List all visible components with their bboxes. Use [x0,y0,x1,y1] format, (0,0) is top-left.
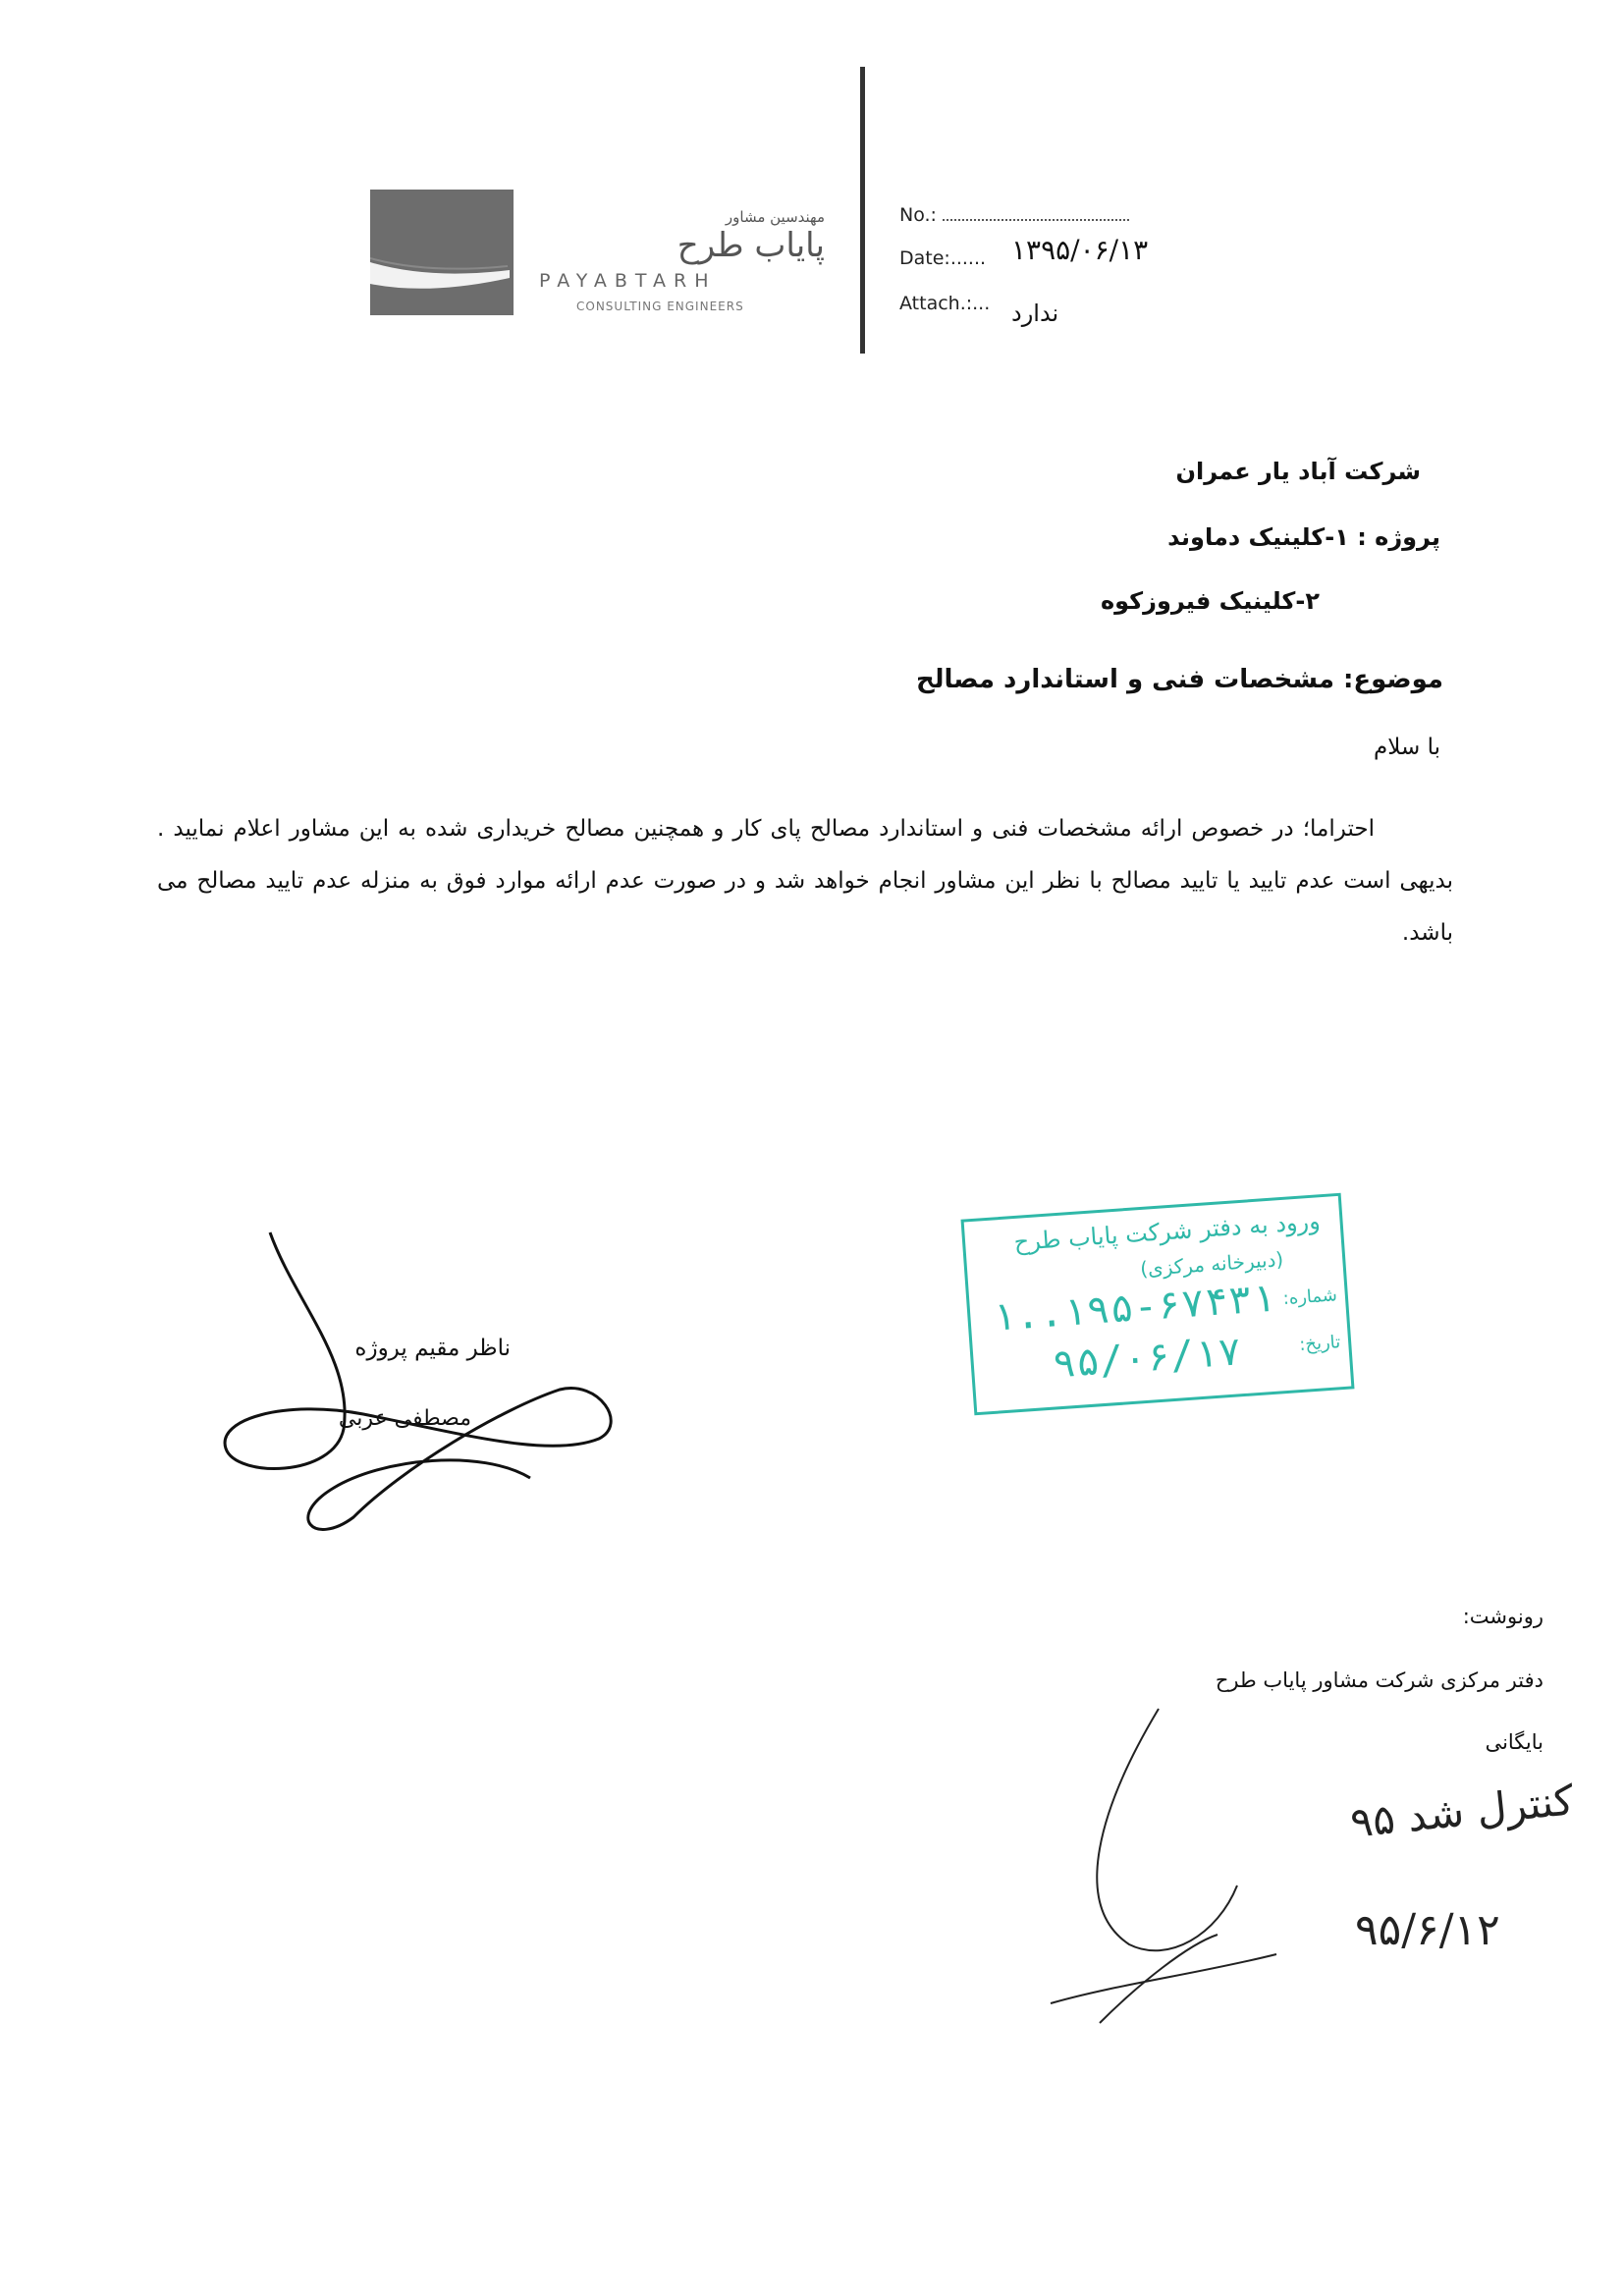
brand-name-persian: پایاب طرح [677,226,825,265]
receipt-stamp [960,1193,1354,1416]
letter-body-text: احتراما؛ در خصوص ارائه مشخصات فنی و استاندارد مصالح پای کار و همچنین مصالح خریداری شده به این مشاور اعلام نمایید . بدیهی است عدم تایید یا تایید مصالح با نظر این مشاور انجام خواهد شد و در صورت عدم ارائه موارد فوق به منزله عدم تایید مصالح می باشد. [157,816,1453,946]
handwritten-date: ۹۵/۶/۱۲ [1355,1905,1500,1955]
header-divider [860,67,865,354]
letter-greeting: با سلام [1374,735,1440,760]
brand-small-text: مهندسین مشاور [725,208,825,226]
letter-body [157,803,1453,959]
copies-label: رونوشت: [1462,1605,1543,1628]
stamp-date-value: ۹۵/۰۶/۱۷ [1051,1329,1243,1388]
project-line-2: ۲-کلینیک فیروزکوه [1100,587,1320,615]
copy-recipient-1: دفتر مرکزی شرکت مشاور پایاب طرح [1215,1668,1543,1692]
copy-recipient-2: بایگانی [1485,1730,1543,1754]
date-label: Date:...... [899,247,987,269]
brand-name-english: PAYABTARH [539,270,717,292]
signer-name: مصطفی عربی [338,1406,471,1431]
stamp-heading: ورود به دفتر شرکت پایاب طرح [1012,1207,1322,1257]
attachment-label: Attach.:... [899,293,991,314]
stamp-subheading: (دبیرخانه مرکزی) [1139,1246,1284,1282]
attachment-value: ندارد [1011,300,1059,327]
handwritten-note: ۹۵ کنترل شد [1348,1776,1577,1847]
stamp-number-value: ۱..۱۹۵-۶۷۴۳۱ [990,1275,1277,1340]
signature-scribble-icon [206,1223,619,1537]
stamp-date-label: تاریخ: [1298,1332,1341,1356]
number-dotted-line [943,204,1129,221]
stamp-number-label: شماره: [1282,1285,1338,1310]
logo-mark-icon [370,190,514,315]
number-label: No.: [899,204,937,226]
letter-subject: موضوع: مشخصات فنی و استاندارد مصالح [916,665,1443,694]
signer-title: ناظر مقیم پروژه [354,1336,511,1361]
project-line-1: پروژه : ۱-کلینیک دماوند [1167,523,1440,551]
date-value: ۱۳۹۵/۰۶/۱۳ [1011,234,1149,266]
archive-signature-scribble-icon [1041,1689,1335,2043]
company-logo [370,190,514,315]
recipient-company: شرکت آباد یار عمران [1175,458,1421,485]
brand-subtitle: CONSULTING ENGINEERS [576,300,744,313]
